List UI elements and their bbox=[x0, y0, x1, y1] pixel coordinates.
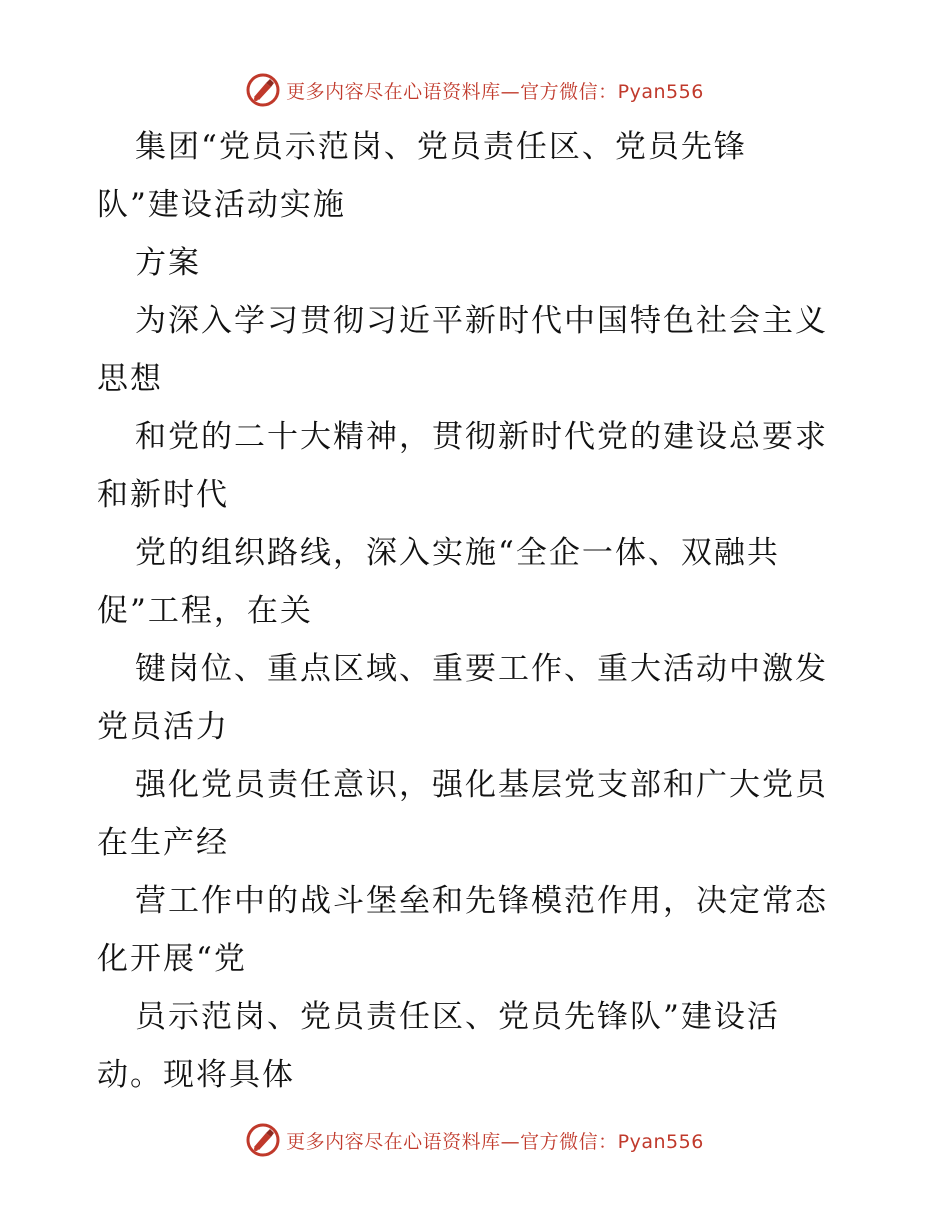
body-line: 员示范岗、党员责任区、党员先锋队”建设活 bbox=[135, 999, 780, 1035]
body-line: 化开展“党 bbox=[97, 941, 247, 977]
body-line: 思想 bbox=[97, 361, 163, 397]
body-line: 队”建设活动实施 bbox=[97, 187, 346, 223]
body-line: 键岗位、重点区域、重要工作、重大活动中激发 bbox=[135, 651, 828, 687]
body-line: 党员活力 bbox=[97, 709, 229, 745]
body-line: 促”工程，在关 bbox=[97, 593, 313, 629]
logo-icon bbox=[246, 73, 280, 107]
footer-banner bbox=[0, 1120, 950, 1160]
body-line: 强化党员责任意识，强化基层党支部和广大党员 bbox=[135, 767, 828, 803]
body-line: 集团“党员示范岗、党员责任区、党员先锋 bbox=[135, 129, 747, 165]
body-line: 动。现将具体 bbox=[97, 1057, 295, 1093]
body-line: 营工作中的战斗堡垒和先锋模范作用，决定常态 bbox=[135, 883, 828, 919]
header-banner-text: 更多内容尽在心语资料库—官方微信：Pyan556 bbox=[286, 80, 704, 103]
body-line: 为深入学习贯彻习近平新时代中国特色社会主义 bbox=[135, 303, 828, 339]
header-banner bbox=[0, 70, 950, 110]
footer-banner-text: 更多内容尽在心语资料库—官方微信：Pyan556 bbox=[286, 1130, 704, 1153]
document-body bbox=[97, 118, 857, 1104]
body-line: 党的组织路线，深入实施“全企一体、双融共 bbox=[135, 535, 780, 571]
body-line: 和新时代 bbox=[97, 477, 229, 513]
logo-icon bbox=[246, 1123, 280, 1157]
body-line: 方案 bbox=[135, 245, 201, 281]
body-line: 和党的二十大精神，贯彻新时代党的建设总要求 bbox=[135, 419, 828, 455]
body-line: 在生产经 bbox=[97, 825, 229, 861]
